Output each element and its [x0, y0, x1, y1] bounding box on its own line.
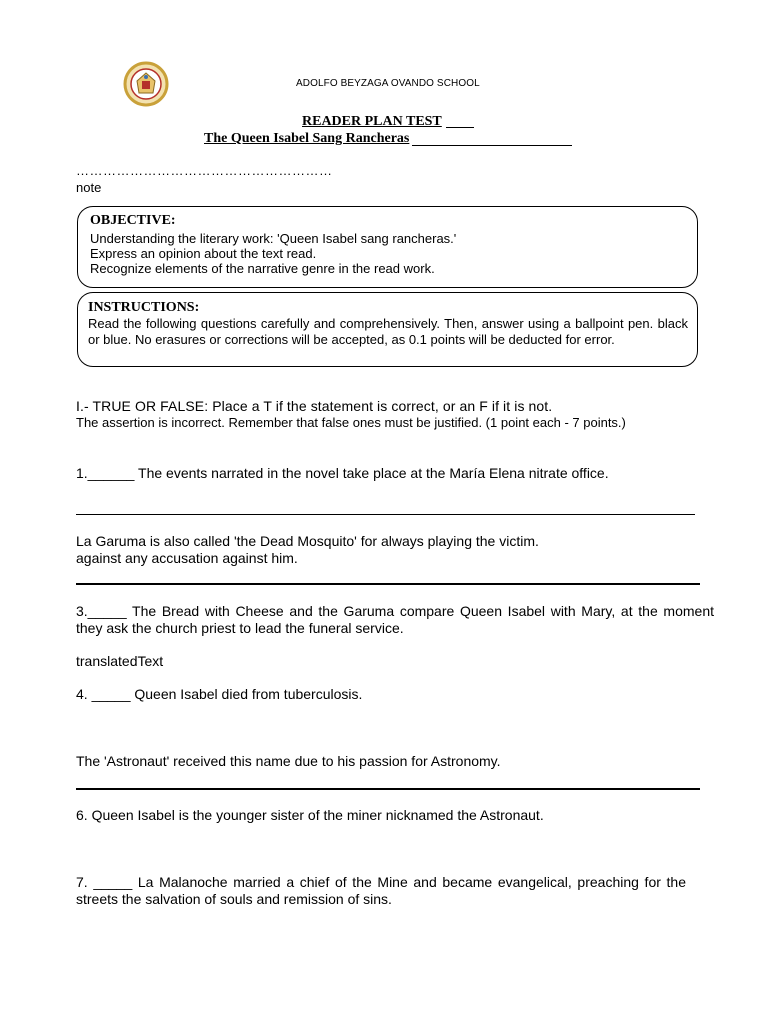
objective-heading: OBJECTIVE:	[90, 213, 176, 228]
note-label: note	[76, 180, 102, 195]
objective-box	[77, 206, 698, 288]
title-underline	[446, 127, 474, 128]
objective-line: Understanding the literary work: 'Queen Isabel sang rancheras.'	[90, 231, 457, 246]
question-4: 4. _____ Queen Isabel died from tuberculosis.	[76, 686, 363, 702]
answer-line	[76, 788, 700, 790]
book-title: The Queen Isabel Sang Rancheras	[204, 131, 410, 146]
subtitle-underline	[412, 145, 572, 146]
question-2-cont: against any accusation against him.	[76, 550, 298, 566]
question-5: The 'Astronaut' received this name due to his passion for Astronomy.	[76, 753, 501, 769]
test-title: READER PLAN TEST	[302, 114, 442, 129]
section-subtitle: The assertion is incorrect. Remember that false ones must be justified. (1 point each - 7 points.)	[76, 415, 626, 430]
question-1: 1.______ The events narrated in the novel take place at the María Elena nitrate office.	[76, 465, 609, 481]
placeholder-text: translatedText	[76, 653, 164, 669]
question-7: 7. _____ La Malanoche married a chief of the Mine and became evangelical, preaching for the streets the salvation of souls and remission of sins.	[76, 874, 686, 907]
objective-line: Express an opinion about the text read.	[90, 246, 317, 261]
question-6: 6. Queen Isabel is the younger sister of the miner nicknamed the Astronaut.	[76, 807, 544, 823]
question-2: La Garuma is also called 'the Dead Mosquito' for always playing the victim.	[76, 533, 539, 549]
school-logo	[122, 61, 170, 107]
answer-line	[76, 583, 700, 585]
school-name: ADOLFO BEYZAGA OVANDO SCHOOL	[296, 78, 480, 89]
name-dotted-line: …………………………………………………	[76, 163, 333, 178]
question-3: 3._____ The Bread with Cheese and the Garuma compare Queen Isabel with Mary, at the moment they ask the church priest to lead the funeral service.	[76, 603, 714, 636]
instructions-text: Read the following questions carefully and comprehensively. Then, answer using a ballpoint pen. black or blue. No erasures or corrections will be accepted, as 0.1 points will be deducted for error.	[88, 316, 688, 347]
instructions-heading: INSTRUCTIONS:	[88, 300, 200, 315]
answer-line	[76, 514, 695, 515]
instructions-box	[77, 292, 698, 367]
section-title: I.- TRUE OR FALSE: Place a T if the statement is correct, or an F if it is not.	[76, 398, 553, 414]
objective-line: Recognize elements of the narrative genre in the read work.	[90, 261, 435, 276]
